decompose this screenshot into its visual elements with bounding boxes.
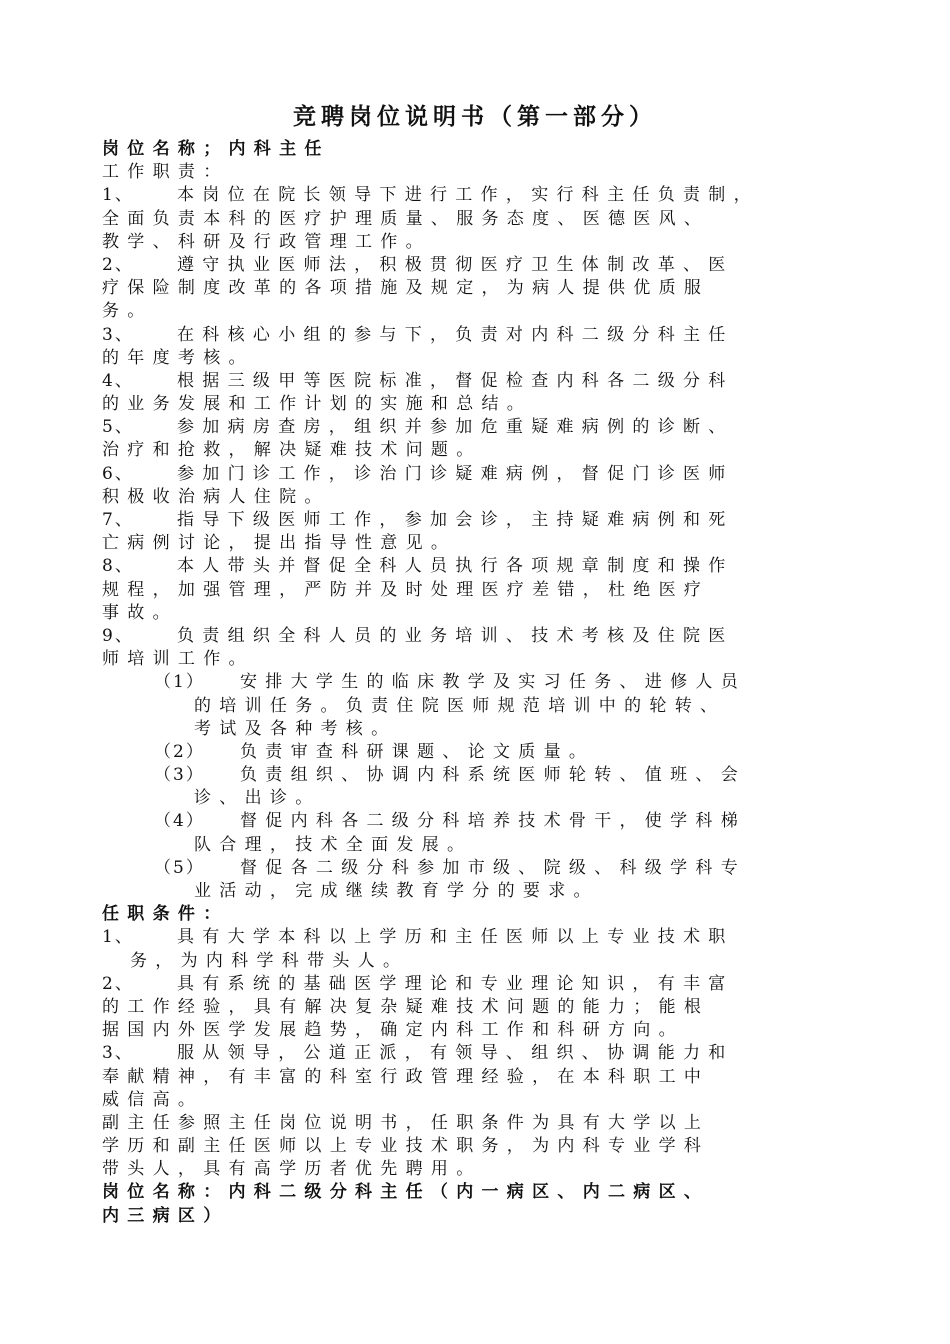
sub-duty-1-line xyxy=(102,671,847,694)
duty-text: 规程，加强管理，严防并及时处理医疗差错，杜绝医疗 xyxy=(102,579,710,600)
duty-text: 治疗和抢救，解决疑难技术问题。 xyxy=(102,440,482,461)
next-post-heading: 内三病区） xyxy=(102,1205,229,1226)
sub-duty-number: （2） xyxy=(154,741,205,762)
qualification-text: 威信高。 xyxy=(102,1089,204,1110)
duty-text: 全面负责本科的医疗护理质量、服务态度、医德医风、 xyxy=(102,208,710,229)
duty-text: 参加病房查房，组织并参加危重疑难病例的诊断、 xyxy=(177,417,734,438)
sub-duty-number: （5） xyxy=(154,857,205,878)
sub-duty-3-line xyxy=(102,764,847,787)
duty-text: 务。 xyxy=(102,301,153,322)
sub-duty-text: 诊、出诊。 xyxy=(194,788,321,809)
duties-heading: 工作职责： xyxy=(102,162,229,183)
duty-text: 亡病例讨论，提出指导性意见。 xyxy=(102,533,457,554)
duty-text: 指导下级医师工作，参加会诊，主持疑难病例和死 xyxy=(177,510,734,530)
duty-item-1-line xyxy=(102,184,847,207)
duty-item-7-line xyxy=(102,509,847,532)
sub-duty-text: 业活动，完成继续教育学分的要求。 xyxy=(194,881,599,901)
page-title: 竞聘岗位说明书（第一部分） xyxy=(293,103,657,130)
qualification-text: 的工作经验，具有解决复杂疑难技术问题的能力；能根 xyxy=(102,996,710,1017)
duty-text: 本人带头并督促全科人员执行各项规章制度和操作 xyxy=(177,556,734,577)
deputy-note-text: 学历和副主任医师以上专业技术职务，为内科专业学科 xyxy=(102,1136,710,1157)
sub-duty-text: 考试及各种考核。 xyxy=(194,718,397,739)
duty-text: 事故。 xyxy=(102,602,178,623)
sub-duty-text: 安排大学生的临床教学及实习任务、进修人员 xyxy=(240,672,746,693)
duty-item-3-line xyxy=(102,324,847,347)
qualification-number: 1、 xyxy=(102,927,134,948)
qualification-3-line xyxy=(102,1042,847,1065)
sub-duty-5-line xyxy=(102,857,847,880)
duty-text: 根据三级甲等医院标准，督促检查内科各二级分科 xyxy=(177,370,734,391)
sub-duty-number: （4） xyxy=(154,811,205,832)
qualification-text: 据国内外医学发展趋势，确定内科工作和科研方向。 xyxy=(102,1020,684,1041)
duty-text: 负责组织全科人员的业务培训、技术考核及住院医 xyxy=(177,625,734,646)
duty-item-5-line xyxy=(102,416,847,439)
qualification-text: 具有大学本科以上学历和主任医师以上专业技术职 xyxy=(177,927,734,948)
duty-number: 5、 xyxy=(102,417,134,438)
duty-text: 积极收治病人住院。 xyxy=(102,486,330,507)
duty-text: 参加门诊工作，诊治门诊疑难病例，督促门诊医师 xyxy=(177,463,734,484)
duty-number: 2、 xyxy=(102,254,134,275)
deputy-note-text: 副主任参照主任岗位说明书，任职条件为具有大学以上 xyxy=(102,1112,710,1133)
duty-number: 9、 xyxy=(102,625,134,646)
duty-item-8-line xyxy=(102,555,847,578)
qualification-2-line xyxy=(102,973,847,996)
qualification-text: 奉献精神，有丰富的科室行政管理经验，在本科职工中 xyxy=(102,1066,710,1087)
duty-text: 师培训工作。 xyxy=(102,649,254,670)
sub-duty-text: 的培训任务。负责住院医师规范培训中的轮转、 xyxy=(194,695,726,716)
duty-text: 疗保险制度改革的各项措施及规定，为病人提供优质服 xyxy=(102,278,710,299)
document-body xyxy=(102,138,847,1228)
duty-number: 6、 xyxy=(102,463,134,484)
qualification-number: 2、 xyxy=(102,973,134,994)
duty-number: 4、 xyxy=(102,370,134,391)
duty-number: 1、 xyxy=(102,185,134,206)
sub-duty-text: 督促内科各二级分科培养技术骨干，使学科梯 xyxy=(240,811,746,832)
sub-duty-text: 负责组织、协调内科系统医师轮转、值班、会 xyxy=(240,765,746,786)
duty-text: 遵守执业医师法，积极贯彻医疗卫生体制改革、医 xyxy=(177,254,734,275)
qualification-1-line xyxy=(102,926,847,949)
sub-duty-text: 队合理，技术全面发展。 xyxy=(194,834,473,855)
duty-item-4-line xyxy=(102,370,847,393)
qualification-text: 服从领导，公道正派，有领导、组织、协调能力和 xyxy=(177,1043,734,1064)
next-post-heading: 岗位名称：内科二级分科主任（内一病区、内二病区、 xyxy=(102,1182,710,1203)
post-heading: 岗位名称；内科主任 xyxy=(102,139,330,159)
deputy-note-text: 带头人，具有高学历者优先聘用。 xyxy=(102,1159,482,1180)
sub-duty-text: 负责审查科研课题、论文质量。 xyxy=(240,741,595,762)
duty-item-2-line xyxy=(102,254,847,277)
qualifications-heading: 任职条件： xyxy=(102,904,229,925)
duty-text: 教学、科研及行政管理工作。 xyxy=(102,231,431,252)
duty-number: 7、 xyxy=(102,510,134,530)
duty-text: 的业务发展和工作计划的实施和总结。 xyxy=(102,394,533,415)
sub-duty-text: 督促各二级分科参加市级、院级、科级学科专 xyxy=(240,857,746,878)
qualification-number: 3、 xyxy=(102,1043,134,1064)
duty-number: 3、 xyxy=(102,324,134,345)
qualification-text: 具有系统的基础医学理论和专业理论知识，有丰富 xyxy=(177,973,734,994)
qualification-text: 务，为内科学科带头人。 xyxy=(130,950,409,971)
duty-text: 在科核心小组的参与下，负责对内科二级分科主任 xyxy=(177,324,734,345)
sub-duty-4-line xyxy=(102,810,847,833)
duty-text: 的年度考核。 xyxy=(102,347,254,368)
duty-item-9-line xyxy=(102,625,847,648)
duty-item-6-line xyxy=(102,463,847,486)
duty-number: 8、 xyxy=(102,556,134,577)
sub-duty-2-line xyxy=(102,741,847,764)
duty-text: 本岗位在院长领导下进行工作，实行科主任负责制， xyxy=(177,185,759,206)
sub-duty-number: （1） xyxy=(154,672,205,693)
sub-duty-number: （3） xyxy=(154,765,205,786)
